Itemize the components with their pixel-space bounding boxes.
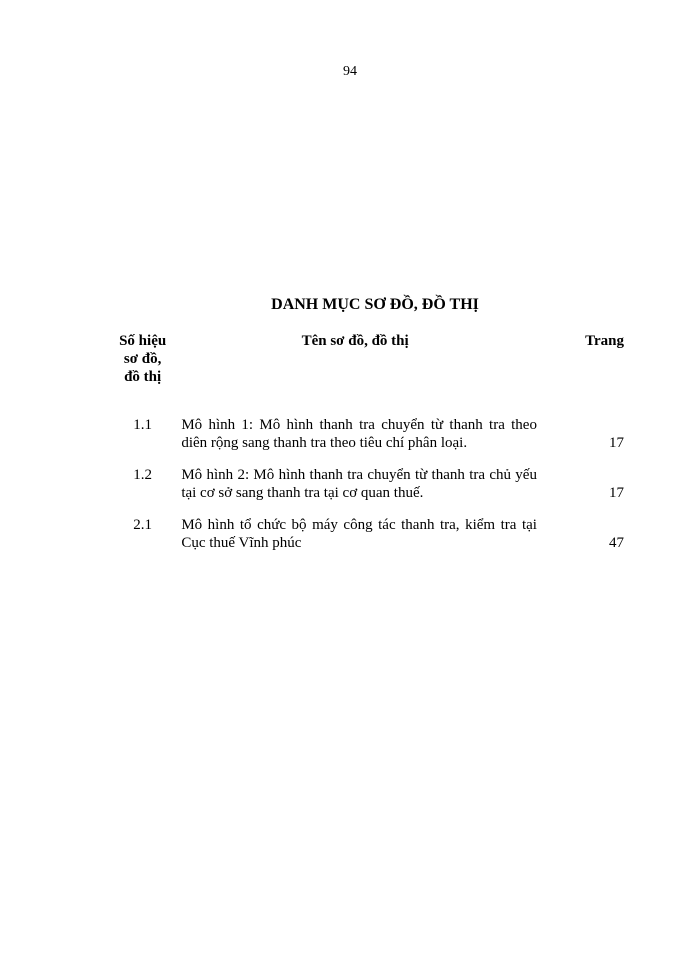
- figure-page: 17: [609, 485, 624, 501]
- figure-name: Mô hình 2: Mô hình thanh tra chuyển từ thanh tra chủ yếu tại cơ sở sang thanh tra tại cơ quan thuế.: [181, 467, 537, 501]
- table-header: [112, 330, 632, 386]
- header-figure-name: Tên sơ đồ, đồ thị: [301, 333, 409, 349]
- figure-list-table: [112, 330, 632, 552]
- table-row: [112, 452, 632, 502]
- header-page: Trang: [585, 333, 624, 349]
- figure-number: 1.1: [133, 417, 153, 433]
- header-row: [112, 330, 632, 386]
- header-figure-number-line1: Số hiệu: [119, 333, 167, 349]
- document-title: DANH MỤC SƠ ĐỒ, ĐỒ THỊ: [271, 296, 479, 313]
- table-row: [112, 386, 632, 452]
- figure-name: Mô hình tổ chức bộ máy công tác thanh tra, kiểm tra tại Cục thuế Vĩnh phúc: [181, 517, 537, 551]
- figure-number: 2.1: [133, 517, 153, 533]
- header-figure-number-line3: đồ thị: [124, 369, 162, 385]
- figure-page: 17: [609, 435, 624, 451]
- figure-name: Mô hình 1: Mô hình thanh tra chuyển từ thanh tra theo diên rộng sang thanh tra theo tiêu chí phân loại.: [181, 417, 537, 451]
- figure-page: 47: [609, 535, 624, 551]
- table-body: [112, 386, 632, 552]
- page-number: 94: [343, 64, 357, 79]
- figure-number: 1.2: [133, 467, 153, 483]
- header-figure-number-line2: sơ đồ,: [123, 351, 162, 367]
- header-figure-number: [112, 330, 173, 386]
- table-row: [112, 502, 632, 552]
